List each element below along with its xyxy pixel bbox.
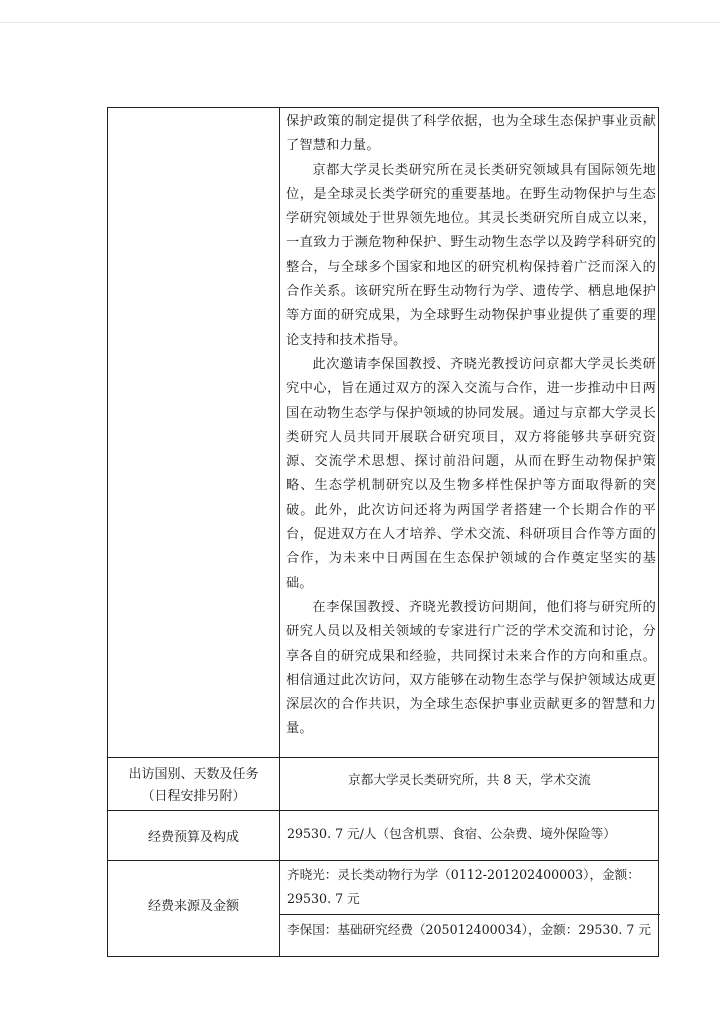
paragraph-kyoto-institute: 京都大学灵长类研究所在灵长类研究领域具有国际领先地位，是全球灵长类学研究的重要基地。在野生动物保护与生态学研究领域处于世界领先地位。其灵长类研究所自成立以来，一直致力于濒危物种保护、野生动物生态学以及跨学科研究的整合，与全球多个国家和地区的研究机构保持着广泛而深入的合作关系。该研究所在野生动物行为学、遗传学、栖息地保护等方面的研究成果，为全球野生动物保护事业提供了重要的理论支持和技术指导。 [286, 162, 656, 348]
paragraph-visit-purpose: 此次邀请李保国教授、齐晓光教授访问京都大学灵长类研究中心，旨在通过双方的深入交流与合作，进一步推动中日两国在动物生态学与保护领域的协同发展。通过与京都大学灵长类研究人员共同开展联合研究项目，双方将能够共享研究资源、交流学术思想、探讨前沿问题，从而在野生动物保护策略、生态学机制研究以及生物多样性保护等方面取得新的突破。此外，此次访问还将为两国学者搭建一个长期合作的平台，促进双方在人才培养、学术交流、科研项目合作等方面的合作，为未来中日两国在生态保护领域的合作奠定坚实的基础。 [286, 356, 656, 591]
page-top-rule [0, 22, 720, 23]
funding-label: 经费来源及金额 [147, 899, 239, 914]
row-divider-visit [108, 757, 658, 758]
budget-value: 29530. 7 元/人（包含机票、食宿、公杂费、境外保险等） [287, 826, 616, 841]
row-divider-budget [108, 810, 658, 811]
purpose-description-cell [286, 110, 656, 742]
visit-label-line1: 出访国别、天数及任务 [128, 767, 259, 782]
funding-entry-2: 李保国：基础研究经费（205012400034），金额：29530. 7 元 [287, 922, 652, 937]
funding-entry-divider [279, 914, 660, 915]
visit-label [108, 764, 279, 808]
paragraph-continuation: 保护政策的制定提供了科学依据，也为全球生态保护事业贡献了智慧和力量。 [286, 114, 656, 154]
budget-label: 经费预算及构成 [147, 830, 239, 845]
row-divider-funding [108, 860, 658, 861]
application-form-table [107, 107, 659, 957]
visit-label-line2: （日程安排另附） [141, 789, 246, 804]
paragraph-visit-activities: 在李保国教授、齐晓光教授访问期间，他们将与研究所的研究人员以及相关领域的专家进行广泛的学术交流和讨论，分享各自的研究成果和经验，共同探讨未来合作的方向和重点。相信通过此次访问，双方能够在动物生态学与保护领域达成更深层次的合作共识，为全球生态保护事业贡献更多的智慧和力量。 [286, 599, 656, 737]
funding-entry-1: 齐晓光：灵长类动物行为学（0112-201202400003），金额：29530. 7 元 [287, 867, 640, 906]
visit-value: 京都大学灵长类研究所，共 8 天，学术交流 [348, 772, 591, 787]
